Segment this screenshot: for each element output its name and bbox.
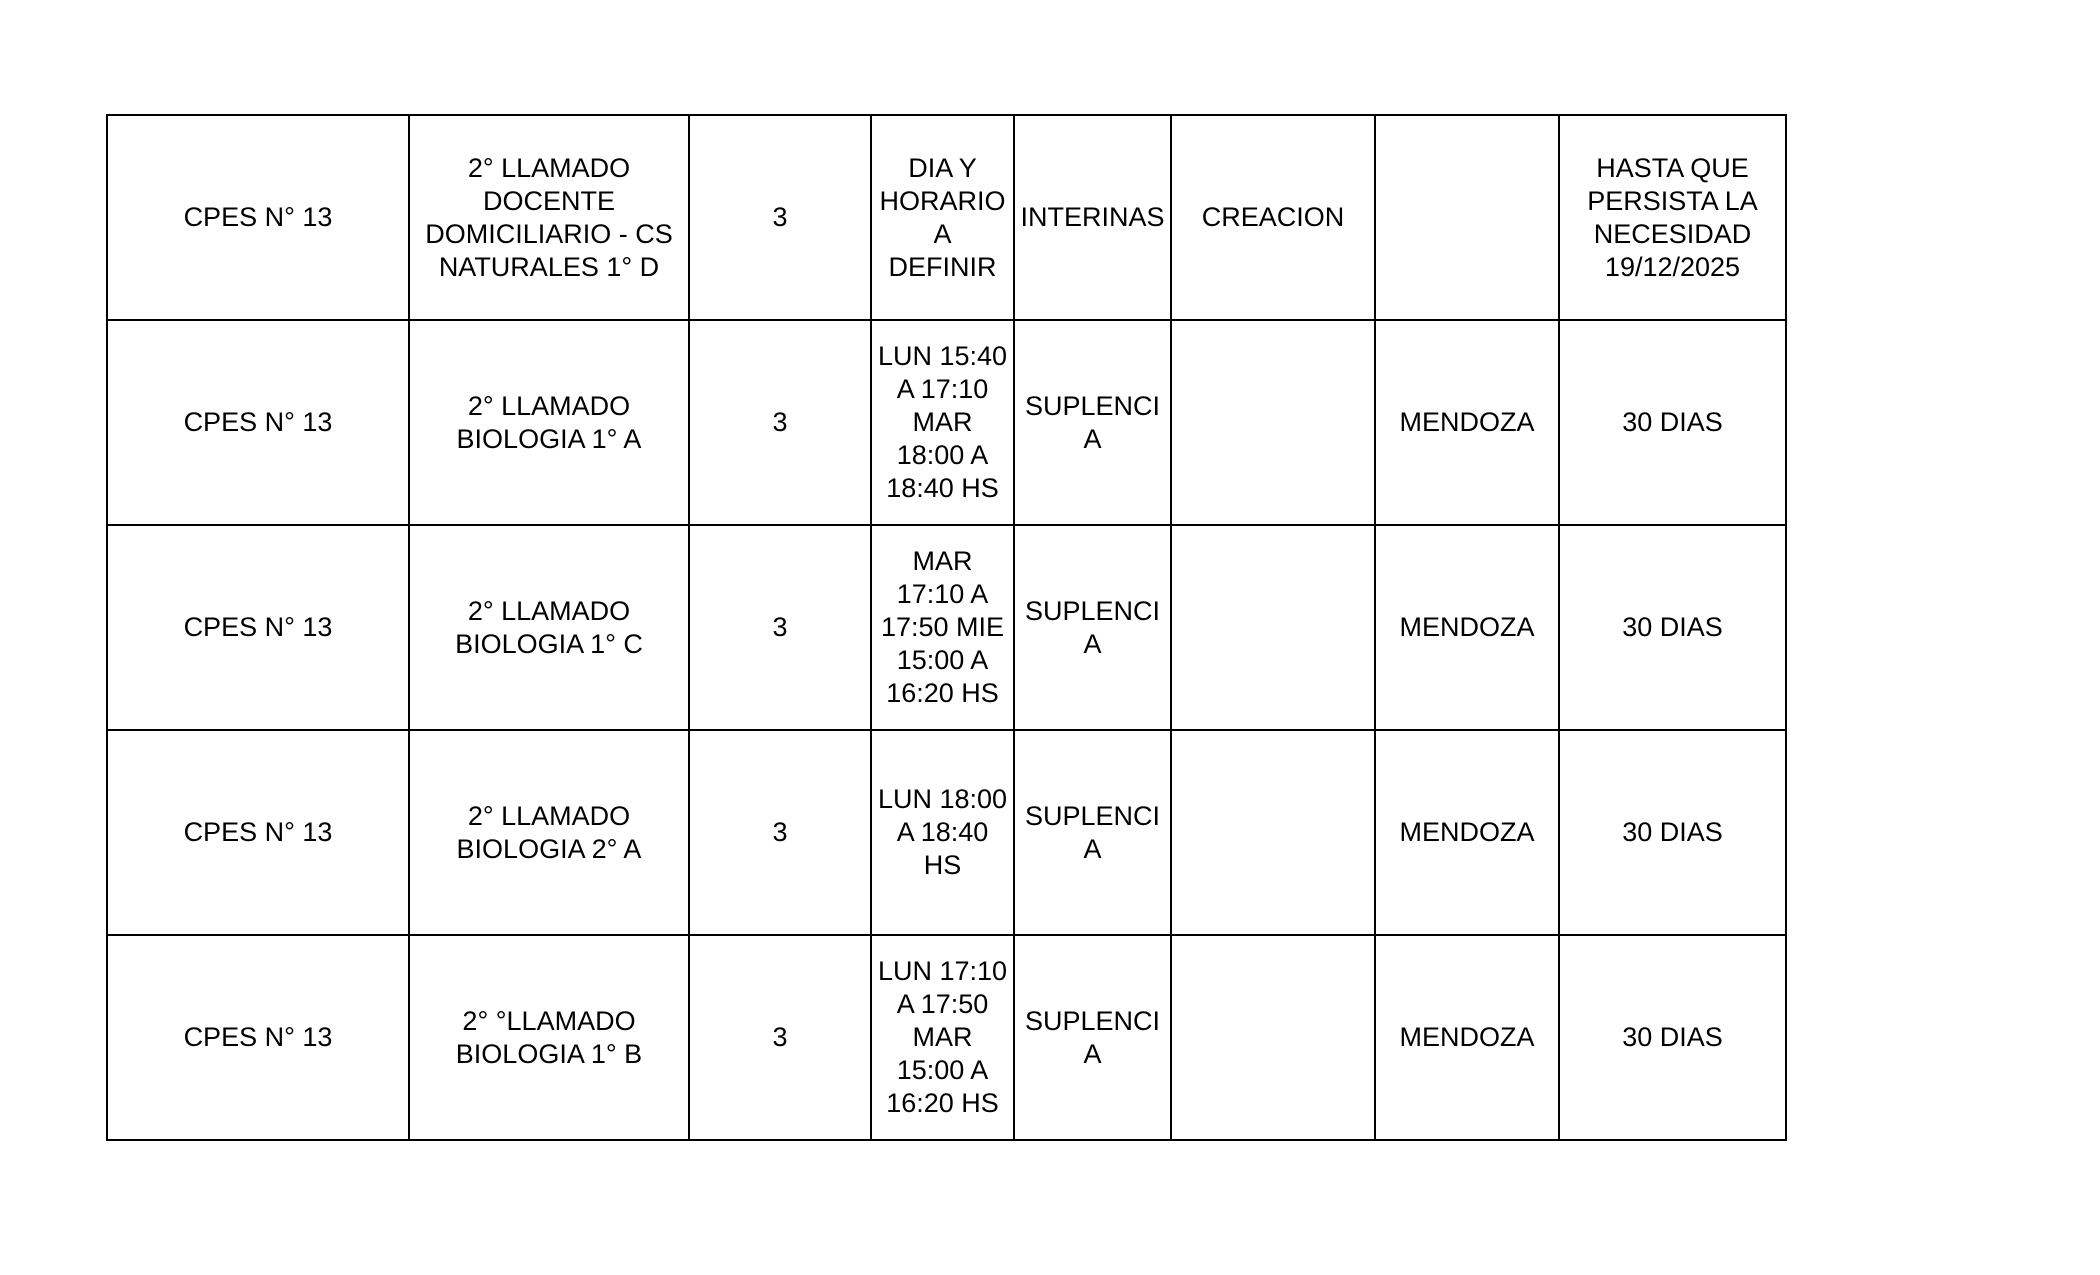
- character-cell: SUPLENCI A: [1014, 935, 1171, 1140]
- school-cell: CPES N° 13: [107, 730, 409, 935]
- teacher-cell: MENDOZA: [1375, 730, 1559, 935]
- reason-cell: [1171, 320, 1375, 525]
- table-row: [107, 320, 1786, 525]
- school-cell: CPES N° 13: [107, 525, 409, 730]
- hours-cell: 3: [689, 320, 871, 525]
- character-cell: SUPLENCI A: [1014, 320, 1171, 525]
- school-cell: CPES N° 13: [107, 320, 409, 525]
- reason-cell: [1171, 730, 1375, 935]
- reason-cell: CREACION: [1171, 115, 1375, 320]
- call-title-cell: 2° LLAMADO BIOLOGIA 1° A: [409, 320, 689, 525]
- teacher-cell: MENDOZA: [1375, 525, 1559, 730]
- table-row: [107, 935, 1786, 1140]
- table-row: [107, 730, 1786, 935]
- call-title-cell: 2° LLAMADO BIOLOGIA 1° C: [409, 525, 689, 730]
- duration-cell: HASTA QUE PERSISTA LA NECESIDAD 19/12/2025: [1559, 115, 1786, 320]
- vacancy-table: [106, 114, 1787, 1141]
- hours-cell: 3: [689, 115, 871, 320]
- schedule-cell: DIA Y HORARIO A DEFINIR: [871, 115, 1014, 320]
- hours-cell: 3: [689, 730, 871, 935]
- teacher-cell: [1375, 115, 1559, 320]
- school-cell: CPES N° 13: [107, 935, 409, 1140]
- schedule-cell: MAR 17:10 A 17:50 MIE 15:00 A 16:20 HS: [871, 525, 1014, 730]
- teacher-cell: MENDOZA: [1375, 320, 1559, 525]
- call-title-cell: 2° °LLAMADO BIOLOGIA 1° B: [409, 935, 689, 1140]
- character-cell: INTERINAS: [1014, 115, 1171, 320]
- reason-cell: [1171, 935, 1375, 1140]
- call-title-cell: 2° LLAMADO BIOLOGIA 2° A: [409, 730, 689, 935]
- school-cell: CPES N° 13: [107, 115, 409, 320]
- duration-cell: 30 DIAS: [1559, 525, 1786, 730]
- schedule-cell: LUN 17:10 A 17:50 MAR 15:00 A 16:20 HS: [871, 935, 1014, 1140]
- hours-cell: 3: [689, 525, 871, 730]
- duration-cell: 30 DIAS: [1559, 730, 1786, 935]
- table-row: [107, 525, 1786, 730]
- character-cell: SUPLENCI A: [1014, 730, 1171, 935]
- duration-cell: 30 DIAS: [1559, 320, 1786, 525]
- character-cell: SUPLENCI A: [1014, 525, 1171, 730]
- duration-cell: 30 DIAS: [1559, 935, 1786, 1140]
- schedule-cell: LUN 15:40 A 17:10 MAR 18:00 A 18:40 HS: [871, 320, 1014, 525]
- teacher-cell: MENDOZA: [1375, 935, 1559, 1140]
- schedule-cell: LUN 18:00 A 18:40 HS: [871, 730, 1014, 935]
- reason-cell: [1171, 525, 1375, 730]
- table-row: [107, 115, 1786, 320]
- call-title-cell: 2° LLAMADO DOCENTE DOMICILIARIO - CS NATURALES 1° D: [409, 115, 689, 320]
- hours-cell: 3: [689, 935, 871, 1140]
